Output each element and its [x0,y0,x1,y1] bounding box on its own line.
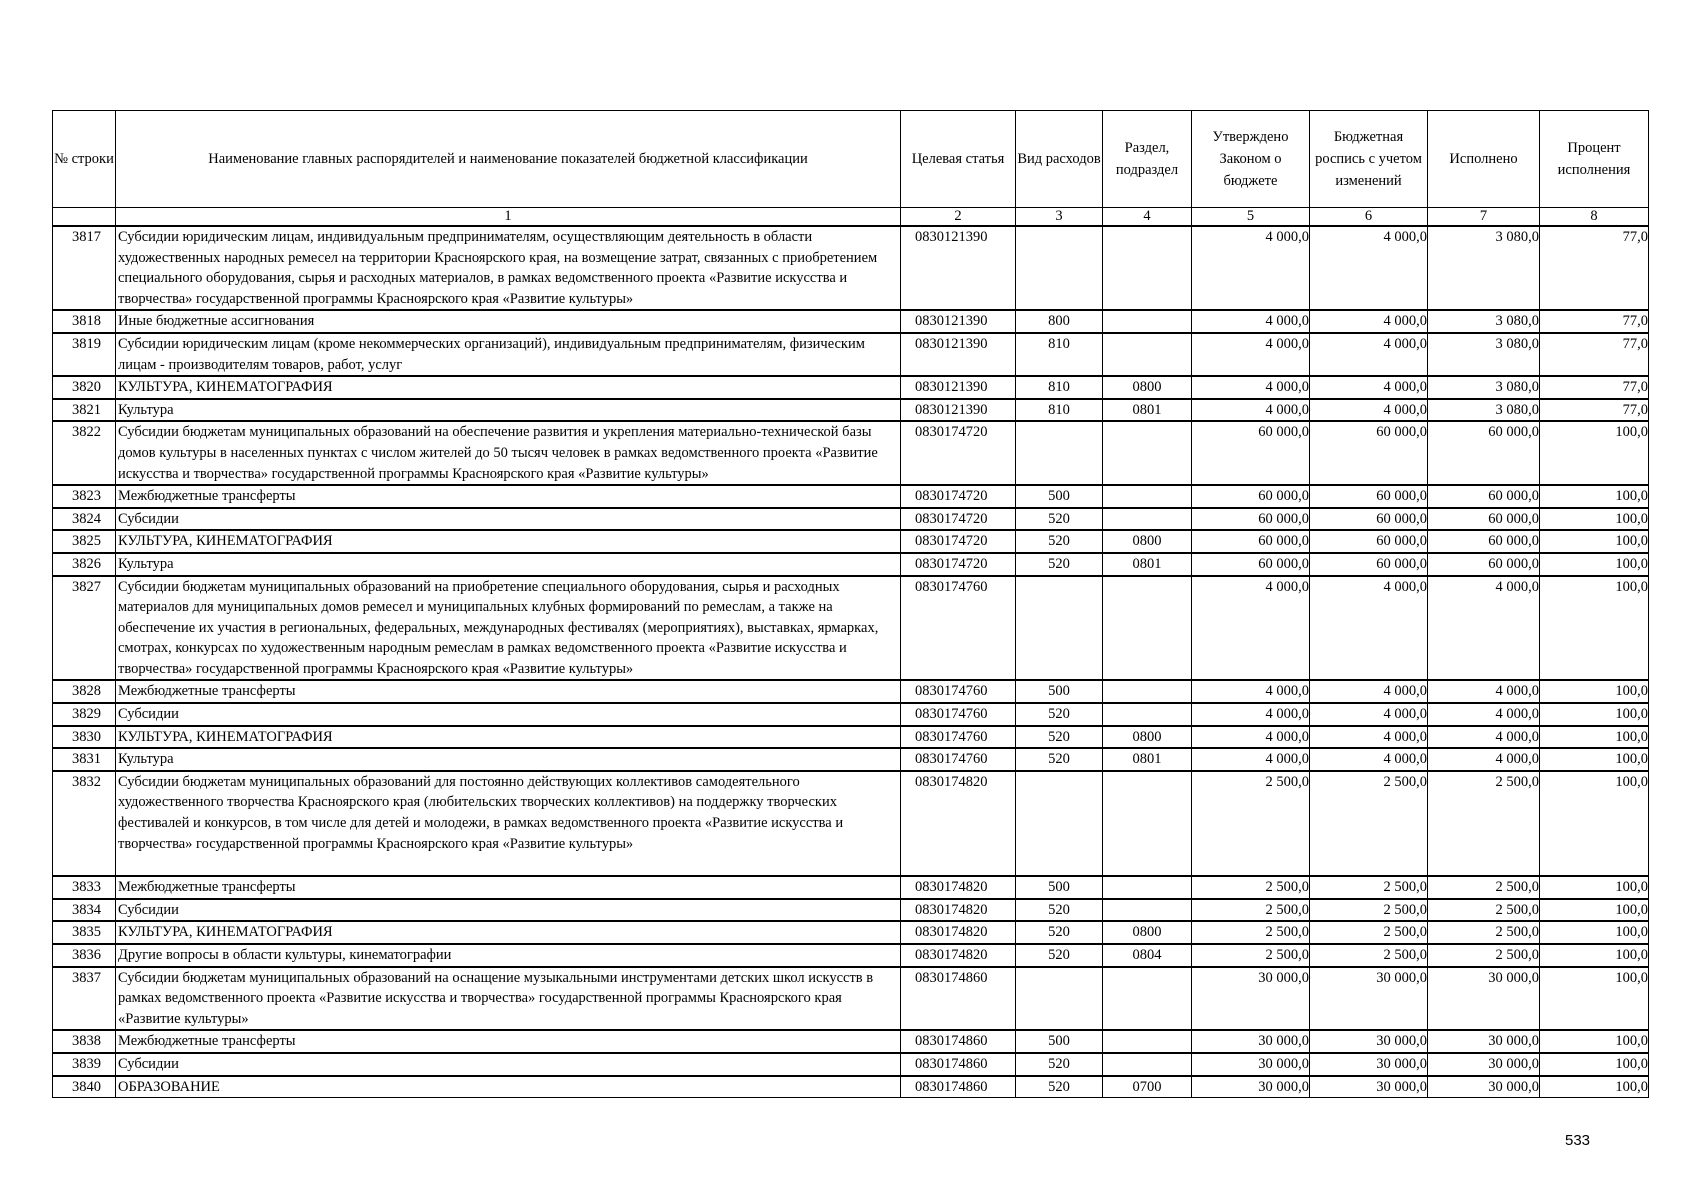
row-name-cell: Субсидии [116,703,901,726]
row-number-cell: 3820 [53,376,116,399]
expense-kind-cell: 810 [1016,333,1103,376]
section-cell [1103,576,1192,681]
schedule-amount-cell: 4 000,0 [1310,726,1428,749]
schedule-amount-cell: 2 500,0 [1310,921,1428,944]
row-number-cell: 3828 [53,680,116,703]
schedule-amount-cell: 2 500,0 [1310,771,1428,876]
schedule-amount-cell: 4 000,0 [1310,226,1428,310]
header-target: Целевая статья [901,111,1016,208]
table-row [53,876,1649,899]
section-cell [1103,876,1192,899]
expense-kind-cell: 500 [1016,876,1103,899]
header-schedule: Бюджетная роспись с учетом изменений [1310,111,1428,208]
row-number-cell: 3840 [53,1076,116,1098]
expense-kind-cell: 800 [1016,310,1103,333]
header-kind: Вид расходов [1016,111,1103,208]
section-cell: 0700 [1103,1076,1192,1098]
target-article-cell: 0830174820 [901,771,1016,876]
section-cell: 0800 [1103,921,1192,944]
percent-cell: 100,0 [1540,680,1649,703]
section-cell [1103,1053,1192,1076]
expense-kind-cell: 810 [1016,376,1103,399]
row-number-cell: 3830 [53,726,116,749]
expense-kind-cell: 500 [1016,680,1103,703]
percent-cell: 100,0 [1540,508,1649,531]
approved-amount-cell: 4 000,0 [1192,748,1310,771]
approved-amount-cell: 60 000,0 [1192,421,1310,485]
row-number-cell: 3823 [53,485,116,508]
table-row [53,726,1649,749]
percent-cell: 100,0 [1540,876,1649,899]
target-article-cell: 0830174760 [901,576,1016,681]
approved-amount-cell: 4 000,0 [1192,680,1310,703]
section-cell: 0800 [1103,376,1192,399]
approved-amount-cell: 60 000,0 [1192,553,1310,576]
percent-cell: 100,0 [1540,553,1649,576]
row-name-cell: Культура [116,553,901,576]
executed-amount-cell: 2 500,0 [1428,876,1540,899]
schedule-amount-cell: 30 000,0 [1310,1076,1428,1098]
target-article-cell: 0830121390 [901,226,1016,310]
row-number-cell: 3829 [53,703,116,726]
budget-table [52,110,1649,1098]
header-row [53,111,1649,208]
approved-amount-cell: 2 500,0 [1192,876,1310,899]
target-article-cell: 0830174860 [901,967,1016,1031]
table-row [53,703,1649,726]
row-number-cell: 3818 [53,310,116,333]
row-name-cell: Межбюджетные трансферты [116,1030,901,1053]
row-name-cell: Культура [116,399,901,422]
header-name: Наименование главных распорядителей и наименование показателей бюджетной классификации [116,111,901,208]
table-row [53,921,1649,944]
row-number-cell: 3837 [53,967,116,1031]
target-article-cell: 0830174720 [901,530,1016,553]
approved-amount-cell: 4 000,0 [1192,333,1310,376]
approved-amount-cell: 2 500,0 [1192,921,1310,944]
schedule-amount-cell: 60 000,0 [1310,421,1428,485]
executed-amount-cell: 30 000,0 [1428,1053,1540,1076]
table-row [53,376,1649,399]
row-name-cell: КУЛЬТУРА, КИНЕМАТОГРАФИЯ [116,921,901,944]
section-cell: 0801 [1103,553,1192,576]
row-name-cell: Межбюджетные трансферты [116,485,901,508]
row-name-cell: Иные бюджетные ассигнования [116,310,901,333]
column-number: 1 [116,208,901,227]
expense-kind-cell: 520 [1016,1076,1103,1098]
schedule-amount-cell: 30 000,0 [1310,1030,1428,1053]
executed-amount-cell: 30 000,0 [1428,1076,1540,1098]
row-name-cell: Субсидии [116,508,901,531]
schedule-amount-cell: 60 000,0 [1310,508,1428,531]
table-row [53,967,1649,1031]
executed-amount-cell: 60 000,0 [1428,530,1540,553]
executed-amount-cell: 30 000,0 [1428,1030,1540,1053]
row-number-cell: 3831 [53,748,116,771]
percent-cell: 77,0 [1540,333,1649,376]
expense-kind-cell: 520 [1016,899,1103,922]
column-number: 6 [1310,208,1428,227]
table-row [53,1053,1649,1076]
approved-amount-cell: 4 000,0 [1192,310,1310,333]
percent-cell: 100,0 [1540,485,1649,508]
section-cell [1103,226,1192,310]
header-row-no: № строки [53,111,116,208]
executed-amount-cell: 4 000,0 [1428,703,1540,726]
table-row [53,485,1649,508]
column-number: 5 [1192,208,1310,227]
executed-amount-cell: 60 000,0 [1428,553,1540,576]
row-number-cell: 3835 [53,921,116,944]
percent-cell: 100,0 [1540,944,1649,967]
approved-amount-cell: 4 000,0 [1192,376,1310,399]
executed-amount-cell: 4 000,0 [1428,576,1540,681]
percent-cell: 100,0 [1540,921,1649,944]
column-number: 3 [1016,208,1103,227]
section-cell [1103,310,1192,333]
column-number: 2 [901,208,1016,227]
percent-cell: 100,0 [1540,748,1649,771]
percent-cell: 100,0 [1540,967,1649,1031]
schedule-amount-cell: 30 000,0 [1310,967,1428,1031]
percent-cell: 100,0 [1540,421,1649,485]
row-name-cell: Субсидии [116,899,901,922]
row-number-cell: 3832 [53,771,116,876]
table-row [53,310,1649,333]
row-number-cell: 3821 [53,399,116,422]
target-article-cell: 0830174820 [901,899,1016,922]
header-executed: Исполнено [1428,111,1540,208]
row-number-cell: 3839 [53,1053,116,1076]
target-article-cell: 0830121390 [901,376,1016,399]
row-name-cell: Другие вопросы в области культуры, кинематографии [116,944,901,967]
schedule-amount-cell: 60 000,0 [1310,485,1428,508]
column-number: 4 [1103,208,1192,227]
target-article-cell: 0830174720 [901,421,1016,485]
approved-amount-cell: 60 000,0 [1192,530,1310,553]
approved-amount-cell: 4 000,0 [1192,703,1310,726]
section-cell: 0804 [1103,944,1192,967]
target-article-cell: 0830121390 [901,333,1016,376]
expense-kind-cell: 520 [1016,703,1103,726]
table-row [53,576,1649,681]
target-article-cell: 0830174860 [901,1076,1016,1098]
section-cell: 0801 [1103,748,1192,771]
table-row [53,226,1649,310]
target-article-cell: 0830121390 [901,399,1016,422]
row-number-cell: 3822 [53,421,116,485]
row-number-cell: 3824 [53,508,116,531]
section-cell [1103,967,1192,1031]
executed-amount-cell: 60 000,0 [1428,485,1540,508]
percent-cell: 100,0 [1540,1053,1649,1076]
percent-cell: 100,0 [1540,1030,1649,1053]
table-row [53,508,1649,531]
row-name-cell: Субсидии бюджетам муниципальных образований на обеспечение развития и укрепления материально-технической базы домов культуры в населенных пунктах с числом жителей до 50 тысяч человек в рамках ведомственного проекта «Развитие искусства и творчества» государственной программы Красноярского края «Развитие культуры» [116,421,901,485]
expense-kind-cell: 520 [1016,1053,1103,1076]
executed-amount-cell: 2 500,0 [1428,899,1540,922]
row-name-cell: КУЛЬТУРА, КИНЕМАТОГРАФИЯ [116,726,901,749]
table-row [53,553,1649,576]
row-number-cell: 3836 [53,944,116,967]
schedule-amount-cell: 4 000,0 [1310,576,1428,681]
row-number-cell: 3825 [53,530,116,553]
target-article-cell: 0830174860 [901,1030,1016,1053]
percent-cell: 77,0 [1540,310,1649,333]
table-row [53,944,1649,967]
approved-amount-cell: 4 000,0 [1192,399,1310,422]
expense-kind-cell [1016,967,1103,1031]
row-name-cell: КУЛЬТУРА, КИНЕМАТОГРАФИЯ [116,376,901,399]
table-row [53,1030,1649,1053]
percent-cell: 100,0 [1540,703,1649,726]
executed-amount-cell: 3 080,0 [1428,226,1540,310]
schedule-amount-cell: 4 000,0 [1310,333,1428,376]
target-article-cell: 0830174760 [901,726,1016,749]
approved-amount-cell: 2 500,0 [1192,899,1310,922]
row-name-cell: Субсидии бюджетам муниципальных образований на приобретение специального оборудования, сырья и расходных материалов для муниципальных домов ремесел и муниципальных клубных формирований по ремеслам, а также на обеспечение их участия в региональных, федеральных, международных фестивалях (мероприятиях), выставках, ярмарках, смотрах, конкурсах по художественным народным ремеслам в рамках ведомственного проекта «Развитие искусства и творчества» государственной программы Красноярского края «Развитие культуры» [116,576,901,681]
executed-amount-cell: 4 000,0 [1428,726,1540,749]
schedule-amount-cell: 4 000,0 [1310,703,1428,726]
expense-kind-cell [1016,576,1103,681]
approved-amount-cell: 4 000,0 [1192,726,1310,749]
row-number-cell: 3826 [53,553,116,576]
approved-amount-cell: 60 000,0 [1192,485,1310,508]
schedule-amount-cell: 60 000,0 [1310,530,1428,553]
target-article-cell: 0830174820 [901,876,1016,899]
approved-amount-cell: 4 000,0 [1192,226,1310,310]
executed-amount-cell: 2 500,0 [1428,771,1540,876]
header-percent: Процент исполнения [1540,111,1649,208]
expense-kind-cell: 520 [1016,530,1103,553]
target-article-cell: 0830174820 [901,921,1016,944]
row-number-cell: 3827 [53,576,116,681]
row-number-cell: 3817 [53,226,116,310]
row-number-cell: 3838 [53,1030,116,1053]
approved-amount-cell: 30 000,0 [1192,967,1310,1031]
row-name-cell: ОБРАЗОВАНИЕ [116,1076,901,1098]
page-number: 533 [1565,1132,1591,1149]
target-article-cell: 0830174760 [901,680,1016,703]
executed-amount-cell: 30 000,0 [1428,967,1540,1031]
target-article-cell: 0830174720 [901,553,1016,576]
row-number-cell: 3834 [53,899,116,922]
column-number: 7 [1428,208,1540,227]
executed-amount-cell: 60 000,0 [1428,508,1540,531]
percent-cell: 100,0 [1540,530,1649,553]
percent-cell: 100,0 [1540,899,1649,922]
table-row [53,899,1649,922]
schedule-amount-cell: 4 000,0 [1310,680,1428,703]
schedule-amount-cell: 30 000,0 [1310,1053,1428,1076]
expense-kind-cell: 520 [1016,508,1103,531]
section-cell [1103,703,1192,726]
approved-amount-cell: 30 000,0 [1192,1053,1310,1076]
expense-kind-cell: 500 [1016,485,1103,508]
approved-amount-cell: 30 000,0 [1192,1076,1310,1098]
section-cell: 0800 [1103,726,1192,749]
schedule-amount-cell: 2 500,0 [1310,876,1428,899]
row-name-cell: Культура [116,748,901,771]
table-row [53,771,1649,876]
expense-kind-cell: 520 [1016,726,1103,749]
target-article-cell: 0830174720 [901,508,1016,531]
table-row [53,748,1649,771]
percent-cell: 100,0 [1540,726,1649,749]
row-number-cell: 3819 [53,333,116,376]
row-name-cell: КУЛЬТУРА, КИНЕМАТОГРАФИЯ [116,530,901,553]
column-number: 8 [1540,208,1649,227]
percent-cell: 100,0 [1540,1076,1649,1098]
target-article-cell: 0830174720 [901,485,1016,508]
approved-amount-cell: 60 000,0 [1192,508,1310,531]
target-article-cell: 0830174760 [901,703,1016,726]
executed-amount-cell: 2 500,0 [1428,944,1540,967]
row-number-cell: 3833 [53,876,116,899]
expense-kind-cell: 520 [1016,748,1103,771]
expense-kind-cell [1016,771,1103,876]
column-number-blank [53,208,116,227]
percent-cell: 77,0 [1540,399,1649,422]
approved-amount-cell: 2 500,0 [1192,944,1310,967]
expense-kind-cell: 520 [1016,944,1103,967]
table-body [53,226,1649,1098]
header-section: Раздел, подраздел [1103,111,1192,208]
percent-cell: 77,0 [1540,376,1649,399]
expense-kind-cell: 810 [1016,399,1103,422]
section-cell [1103,333,1192,376]
section-cell [1103,899,1192,922]
expense-kind-cell [1016,421,1103,485]
schedule-amount-cell: 4 000,0 [1310,310,1428,333]
section-cell: 0801 [1103,399,1192,422]
header-approved: Утверждено Законом о бюджете [1192,111,1310,208]
table-row [53,530,1649,553]
section-cell [1103,485,1192,508]
percent-cell: 100,0 [1540,771,1649,876]
executed-amount-cell: 4 000,0 [1428,748,1540,771]
table-row [53,421,1649,485]
section-cell [1103,508,1192,531]
executed-amount-cell: 3 080,0 [1428,399,1540,422]
section-cell [1103,421,1192,485]
section-cell [1103,680,1192,703]
expense-kind-cell [1016,226,1103,310]
target-article-cell: 0830174760 [901,748,1016,771]
approved-amount-cell: 2 500,0 [1192,771,1310,876]
percent-cell: 100,0 [1540,576,1649,681]
executed-amount-cell: 3 080,0 [1428,376,1540,399]
executed-amount-cell: 60 000,0 [1428,421,1540,485]
approved-amount-cell: 30 000,0 [1192,1030,1310,1053]
expense-kind-cell: 520 [1016,921,1103,944]
schedule-amount-cell: 2 500,0 [1310,944,1428,967]
expense-kind-cell: 500 [1016,1030,1103,1053]
table-row [53,680,1649,703]
table-row [53,1076,1649,1098]
table-row [53,399,1649,422]
row-name-cell: Субсидии юридическим лицам (кроме некоммерческих организаций), индивидуальным предпринимателям, физическим лицам - производителям товаров, работ, услуг [116,333,901,376]
target-article-cell: 0830174860 [901,1053,1016,1076]
row-name-cell: Субсидии бюджетам муниципальных образований для постоянно действующих коллективов самодеятельного художественного творчества Красноярского края (любительских творческих коллективов) на поддержку творческих фестивалей и конкурсов, в том числе для детей и молодежи, в рамках ведомственного проекта «Развитие искусства и творчества» государственной программы Красноярского края «Развитие культуры» [116,771,901,876]
schedule-amount-cell: 60 000,0 [1310,553,1428,576]
target-article-cell: 0830121390 [901,310,1016,333]
schedule-amount-cell: 4 000,0 [1310,748,1428,771]
row-name-cell: Субсидии юридическим лицам, индивидуальным предпринимателям, осуществляющим деятельность в области художественных народных ремесел на территории Красноярского края, на возмещение затрат, связанных с приобретением специального оборудования, сырья и расходных материалов, в рамках ведомственного проекта «Развитие искусства и творчества» государственной программы Красноярского края «Развитие культуры» [116,226,901,310]
schedule-amount-cell: 2 500,0 [1310,899,1428,922]
executed-amount-cell: 3 080,0 [1428,333,1540,376]
executed-amount-cell: 3 080,0 [1428,310,1540,333]
row-name-cell: Субсидии [116,1053,901,1076]
expense-kind-cell: 520 [1016,553,1103,576]
row-name-cell: Межбюджетные трансферты [116,876,901,899]
target-article-cell: 0830174820 [901,944,1016,967]
section-cell: 0800 [1103,530,1192,553]
schedule-amount-cell: 4 000,0 [1310,376,1428,399]
table-row [53,333,1649,376]
approved-amount-cell: 4 000,0 [1192,576,1310,681]
schedule-amount-cell: 4 000,0 [1310,399,1428,422]
row-name-cell: Межбюджетные трансферты [116,680,901,703]
percent-cell: 77,0 [1540,226,1649,310]
executed-amount-cell: 2 500,0 [1428,921,1540,944]
section-cell [1103,1030,1192,1053]
column-number-row [53,208,1649,227]
row-name-cell: Субсидии бюджетам муниципальных образований на оснащение музыкальными инструментами детских школ искусств в рамках ведомственного проекта «Развитие искусства и творчества» государственной программы Красноярского края «Развитие культуры» [116,967,901,1031]
section-cell [1103,771,1192,876]
executed-amount-cell: 4 000,0 [1428,680,1540,703]
